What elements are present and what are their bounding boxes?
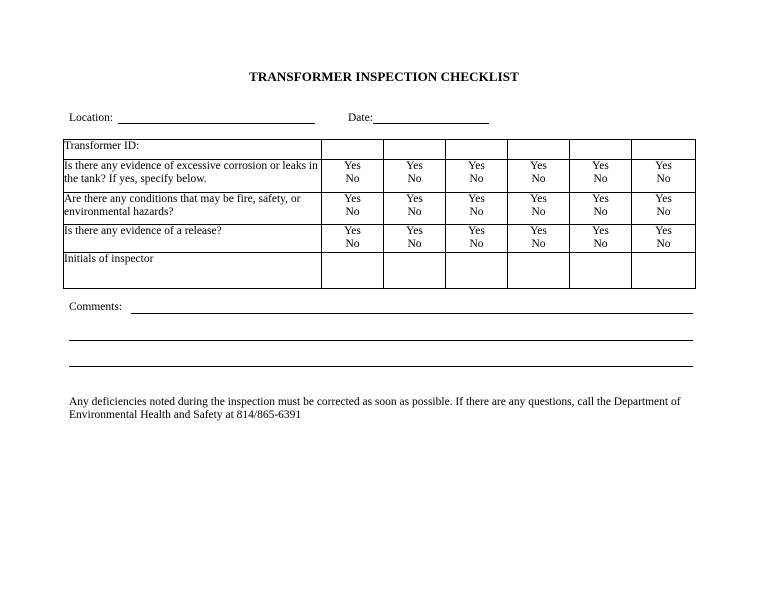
yes-no-cell[interactable] bbox=[322, 193, 384, 225]
yes-option[interactable]: Yes bbox=[468, 193, 485, 205]
no-option[interactable]: No bbox=[656, 173, 671, 185]
no-option[interactable]: No bbox=[345, 238, 360, 250]
date-label: Date: bbox=[348, 112, 373, 124]
no-option[interactable]: No bbox=[407, 238, 422, 250]
no-option[interactable]: No bbox=[656, 206, 671, 218]
no-option[interactable]: No bbox=[407, 206, 422, 218]
no-option[interactable]: No bbox=[469, 206, 484, 218]
yes-no-cell[interactable] bbox=[570, 160, 632, 193]
initials-cell[interactable] bbox=[570, 253, 632, 289]
comments-label: Comments: bbox=[69, 301, 123, 313]
initials-cell[interactable] bbox=[632, 253, 696, 289]
yes-no-cell[interactable] bbox=[508, 160, 570, 193]
no-option[interactable]: No bbox=[593, 173, 608, 185]
initials-row bbox=[64, 253, 696, 289]
no-option[interactable]: No bbox=[531, 238, 546, 250]
yes-no-cell[interactable] bbox=[508, 225, 570, 253]
question-text: Is there any evidence of excessive corrosion or leaks in the tank? If yes, specify below. bbox=[64, 160, 322, 193]
yes-option[interactable]: Yes bbox=[344, 160, 361, 172]
yes-option[interactable]: Yes bbox=[592, 225, 609, 237]
footnote-text: Any deficiencies noted during the inspection must be corrected as soon as possible. If there are any questions, call the Department of Environmental Health and Safety at 814/865-6391 bbox=[69, 396, 681, 421]
yes-option[interactable]: Yes bbox=[655, 225, 672, 237]
yes-option[interactable]: Yes bbox=[406, 193, 423, 205]
yes-no-cell[interactable] bbox=[446, 160, 508, 193]
no-option[interactable]: No bbox=[345, 206, 360, 218]
yes-no-cell[interactable] bbox=[446, 193, 508, 225]
no-option[interactable]: No bbox=[656, 238, 671, 250]
yes-option[interactable]: Yes bbox=[655, 193, 672, 205]
transformer-id-cell[interactable] bbox=[632, 140, 696, 160]
yes-option[interactable]: Yes bbox=[406, 225, 423, 237]
question-row bbox=[64, 193, 696, 225]
location-label: Location: bbox=[69, 112, 114, 124]
transformer-id-row bbox=[64, 140, 696, 160]
no-option[interactable]: No bbox=[407, 173, 422, 185]
yes-option[interactable]: Yes bbox=[344, 225, 361, 237]
yes-no-cell[interactable] bbox=[384, 225, 446, 253]
yes-no-cell[interactable] bbox=[570, 193, 632, 225]
transformer-id-cell[interactable] bbox=[446, 140, 508, 160]
location-field[interactable] bbox=[118, 123, 315, 124]
yes-option[interactable]: Yes bbox=[592, 193, 609, 205]
date-field[interactable] bbox=[373, 123, 489, 124]
yes-no-cell[interactable] bbox=[570, 225, 632, 253]
yes-option[interactable]: Yes bbox=[344, 193, 361, 205]
no-option[interactable]: No bbox=[345, 173, 360, 185]
initials-cell[interactable] bbox=[384, 253, 446, 289]
transformer-id-cell[interactable] bbox=[384, 140, 446, 160]
yes-no-cell[interactable] bbox=[632, 225, 696, 253]
question-row bbox=[64, 225, 696, 253]
no-option[interactable]: No bbox=[469, 173, 484, 185]
yes-option[interactable]: Yes bbox=[530, 193, 547, 205]
initials-cell[interactable] bbox=[322, 253, 384, 289]
initials-label: Initials of inspector bbox=[64, 253, 322, 289]
initials-cell[interactable] bbox=[508, 253, 570, 289]
transformer-id-cell[interactable] bbox=[322, 140, 384, 160]
yes-option[interactable]: Yes bbox=[468, 225, 485, 237]
comments-line[interactable] bbox=[131, 313, 693, 314]
yes-no-cell[interactable] bbox=[322, 225, 384, 253]
no-option[interactable]: No bbox=[593, 238, 608, 250]
no-option[interactable]: No bbox=[531, 173, 546, 185]
question-text: Are there any conditions that may be fire, safety, or environmental hazards? bbox=[64, 193, 322, 225]
yes-option[interactable]: Yes bbox=[592, 160, 609, 172]
no-option[interactable]: No bbox=[469, 238, 484, 250]
yes-option[interactable]: Yes bbox=[655, 160, 672, 172]
transformer-id-cell[interactable] bbox=[570, 140, 632, 160]
question-text: Is there any evidence of a release? bbox=[64, 225, 322, 253]
comments-line[interactable] bbox=[69, 340, 693, 341]
yes-option[interactable]: Yes bbox=[530, 160, 547, 172]
initials-cell[interactable] bbox=[446, 253, 508, 289]
no-option[interactable]: No bbox=[531, 206, 546, 218]
no-option[interactable]: No bbox=[593, 206, 608, 218]
form-title: TRANSFORMER INSPECTION CHECKLIST bbox=[249, 69, 519, 84]
inspection-table bbox=[63, 139, 696, 289]
yes-no-cell[interactable] bbox=[632, 193, 696, 225]
yes-no-cell[interactable] bbox=[446, 225, 508, 253]
yes-no-cell[interactable] bbox=[632, 160, 696, 193]
yes-no-cell[interactable] bbox=[384, 193, 446, 225]
transformer-id-cell[interactable] bbox=[508, 140, 570, 160]
yes-no-cell[interactable] bbox=[508, 193, 570, 225]
yes-no-cell[interactable] bbox=[384, 160, 446, 193]
yes-option[interactable]: Yes bbox=[468, 160, 485, 172]
yes-option[interactable]: Yes bbox=[406, 160, 423, 172]
comments-line[interactable] bbox=[69, 366, 693, 367]
yes-option[interactable]: Yes bbox=[530, 225, 547, 237]
yes-no-cell[interactable] bbox=[322, 160, 384, 193]
transformer-id-label: Transformer ID: bbox=[64, 140, 322, 160]
question-row bbox=[64, 160, 696, 193]
